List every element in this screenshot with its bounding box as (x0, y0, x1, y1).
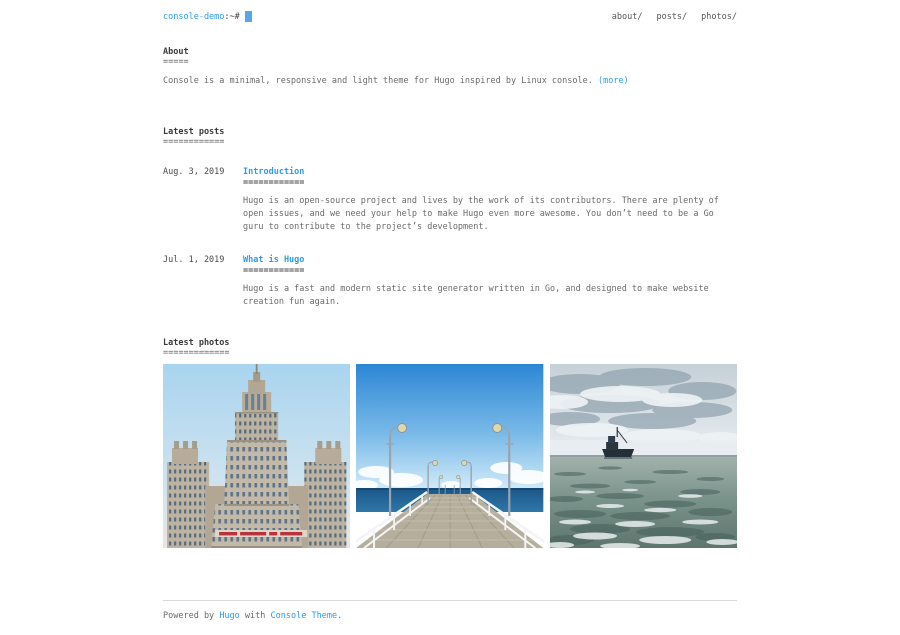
latest-posts-title-underline: ============ (163, 137, 225, 147)
console-theme-link[interactable]: Console Theme (270, 611, 338, 621)
sea-ship-image (550, 364, 737, 548)
post-title-link[interactable]: What is Hugo (243, 255, 305, 265)
post-excerpt: Hugo is a fast and modern static site generator written in Go, and designed to make website creation fun again. (243, 284, 709, 307)
pier-image (356, 364, 543, 548)
latest-posts-heading (163, 126, 737, 146)
post-date: Aug. 3, 2019 (163, 167, 225, 177)
about-section (163, 46, 737, 88)
photo-link-sea-ship[interactable] (550, 364, 737, 548)
terminal-cursor-icon (245, 11, 252, 22)
post-title-underline: ============ (243, 178, 305, 188)
photo-grid (163, 364, 737, 548)
about-title: About (163, 47, 189, 57)
photo-link-pier[interactable] (356, 364, 543, 548)
more-link[interactable]: (more) (598, 76, 629, 86)
post-item (163, 166, 737, 234)
footer-period: . (337, 611, 343, 621)
prompt-suffix: :~# (224, 12, 240, 22)
about-paragraph (163, 75, 737, 88)
footer-text (163, 610, 737, 623)
site-title: console-demo (163, 12, 225, 22)
palace-building-image (163, 364, 350, 548)
site-footer (163, 600, 737, 635)
nav-item-about[interactable]: about/ (611, 12, 643, 22)
latest-photos-title: Latest photos (163, 338, 230, 348)
site-title-link[interactable] (163, 11, 252, 24)
about-title-underline: ===== (163, 57, 189, 67)
post-title-underline: ============ (243, 266, 305, 276)
post-main (243, 254, 737, 309)
photo-link-palace-building[interactable] (163, 364, 350, 548)
about-body-text: Console is a minimal, responsive and light theme for Hugo inspired by Linux console. (163, 76, 593, 86)
latest-photos-section (163, 337, 737, 548)
main-nav (612, 11, 737, 24)
latest-photos-heading (163, 337, 737, 357)
post-main (243, 166, 737, 234)
powered-by-text: Powered by (163, 611, 215, 621)
page-container (163, 0, 737, 635)
post-excerpt: Hugo is an open-source project and lives by the work of its contributors. There are plenty of open issues, and we need your help to make Hugo even more awesome. You don’t need to be a Go guru to contribute to the project’s development. (243, 196, 719, 232)
post-item (163, 254, 737, 309)
about-heading (163, 46, 737, 66)
post-title-link[interactable]: Introduction (243, 167, 305, 177)
latest-posts-title: Latest posts (163, 127, 225, 137)
latest-photos-title-underline: ============= (163, 348, 230, 358)
hugo-link[interactable]: Hugo (219, 611, 240, 621)
post-date: Jul. 1, 2019 (163, 255, 225, 265)
with-text: with (244, 611, 266, 621)
latest-posts-section (163, 126, 737, 309)
footer-divider (163, 600, 737, 601)
site-header (163, 0, 737, 24)
nav-item-photos[interactable]: photos/ (701, 12, 737, 22)
nav-item-posts[interactable]: posts/ (656, 12, 688, 22)
